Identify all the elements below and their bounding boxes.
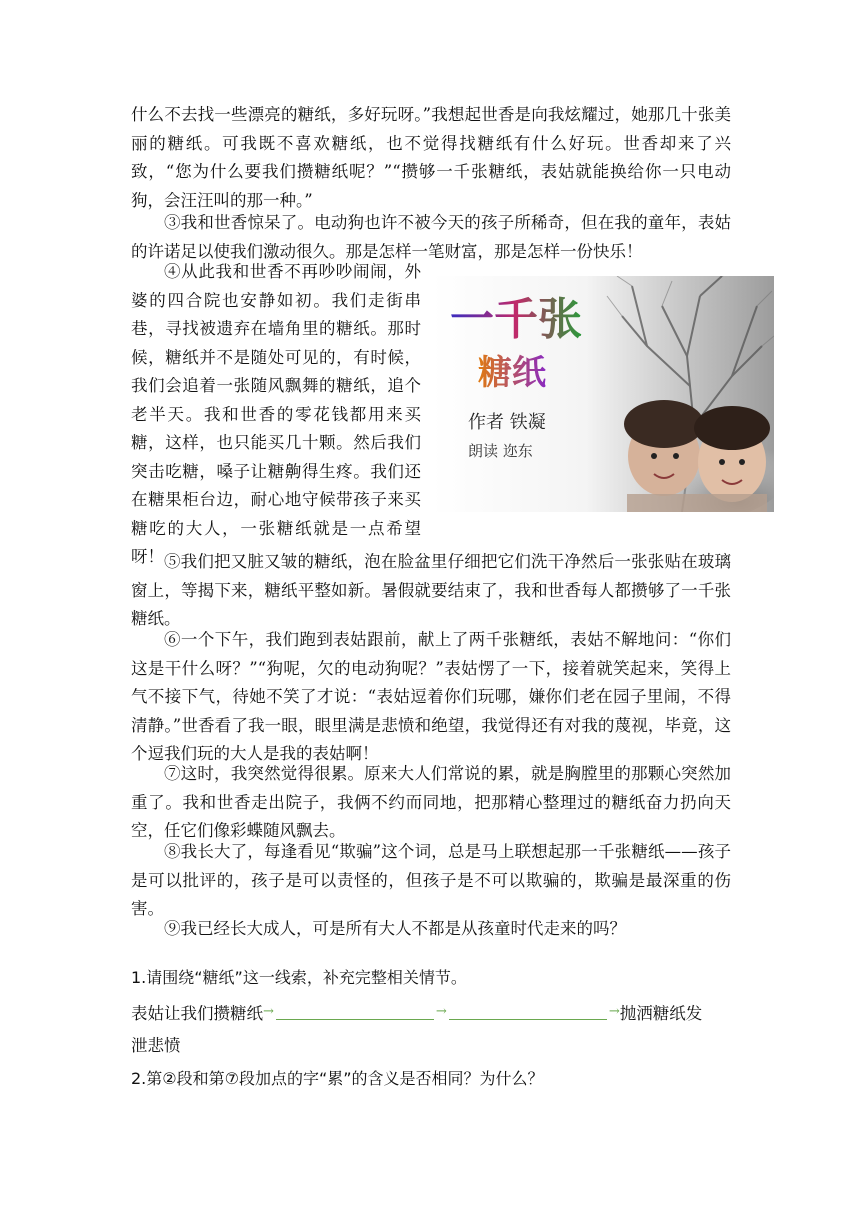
paragraph-5: ⑤我们把又脏又皱的糖纸，泡在脸盆里仔细把它们洗干净然后一张张贴在玻璃窗上，等揭下来，糖纸平整如新。暑假就要结束了，我和世香每人都攒够了一千张糖纸。 (131, 552, 731, 628)
arrow-icon: → (263, 1004, 274, 1019)
story-cover-image (432, 276, 774, 512)
cover-reader: 朗读 迩东 (468, 442, 533, 460)
question-2: 2.第②段和第⑦段加点的字“累”的含义是否相同？为什么？ (131, 1069, 544, 1088)
chain-start: 表姑让我们攒糖纸 (131, 1004, 263, 1023)
cover-author: 作者 铁凝 (468, 412, 546, 433)
chain-end: 抛洒糖纸发 (619, 1004, 703, 1023)
answer-blank-1[interactable] (276, 1005, 434, 1020)
arrow-icon: → (435, 1004, 447, 1019)
children-photo (624, 400, 770, 512)
cover-title-line1: 一千张 (450, 294, 582, 345)
paragraph-3: ③我和世香惊呆了。电动狗也许不被今天的孩子所稀奇，但在我的童年，表姑的许诺足以使我们激动很久。那是怎样一笔财富，那是怎样一份快乐！ (131, 213, 731, 261)
paragraph-7: ⑦这时，我突然觉得很累。原来大人们常说的累，就是胸膛里的那颗心突然加重了。我和世香走出院子，我俩不约而同地，把那精心整理过的糖纸奋力扔向天空，任它们像彩蝶随风飘去。 (131, 764, 731, 840)
paragraph-9: ⑨我已经长大成人，可是所有大人不都是从孩童时代走来的吗？ (164, 919, 626, 938)
answer-blank-2[interactable] (449, 1005, 607, 1020)
plot-chain (131, 998, 741, 1026)
cover-title-line2: 糖纸 (478, 353, 546, 393)
chain-end-continued: 泄悲愤 (131, 1036, 181, 1055)
paragraph-6: ⑥一个下午，我们跑到表姑跟前，献上了两千张糖纸，表姑不解地问：“你们这是干什么呀？”“狗呢，欠的电动狗呢？”表姑愣了一下，接着就笑起来，笑得上气不接下气，待她不笑了才说：“表姑逗着你们玩哪，嫌你们老在园子里闹，不得清静。”世香看了我一眼，眼里满是悲愤和绝望，我觉得还有对我的蔑视，毕竟，这个逗我们玩的大人是我的表姑啊！ (131, 630, 731, 763)
paragraph-8: ⑧我长大了，每逢看见“欺骗”这个词，总是马上联想起那一千张糖纸——孩子是可以批评的，孩子是可以责怪的，但孩子是不可以欺骗的，欺骗是最深重的伤害。 (131, 842, 731, 918)
paragraph-intro: 什么不去找一些漂亮的糖纸，多好玩呀。”我想起世香是向我炫耀过，她那几十张美丽的糖纸。可我既不喜欢糖纸，也不觉得找糖纸有什么好玩。世香却来了兴致，“您为什么要我们攒糖纸呢？”“攒够一千张糖纸，表姑就能换给你一只电动狗，会汪汪叫的那一种。” (131, 105, 731, 210)
paragraph-4: ④从此我和世香不再吵吵闹闹，外婆的四合院也安静如初。我们走街串巷，寻找被遗弃在墙角里的糖纸。那时候，糖纸并不是随处可见的，有时候，我们会追着一张随风飘舞的糖纸，追个老半天。我和世香的零花钱都用来买糖，这样，也只能买几十颗。然后我们突击吃糖，嗓子让糖齁得生疼。我们还在糖果柜台边，耐心地守候带孩子来买糖吃的大人，一张糖纸就是一点希望呀！ (131, 262, 421, 566)
arrow-icon: → (608, 1004, 620, 1019)
question-1: 1.请围绕“糖纸”这一线索，补充完整相关情节。 (131, 968, 467, 987)
